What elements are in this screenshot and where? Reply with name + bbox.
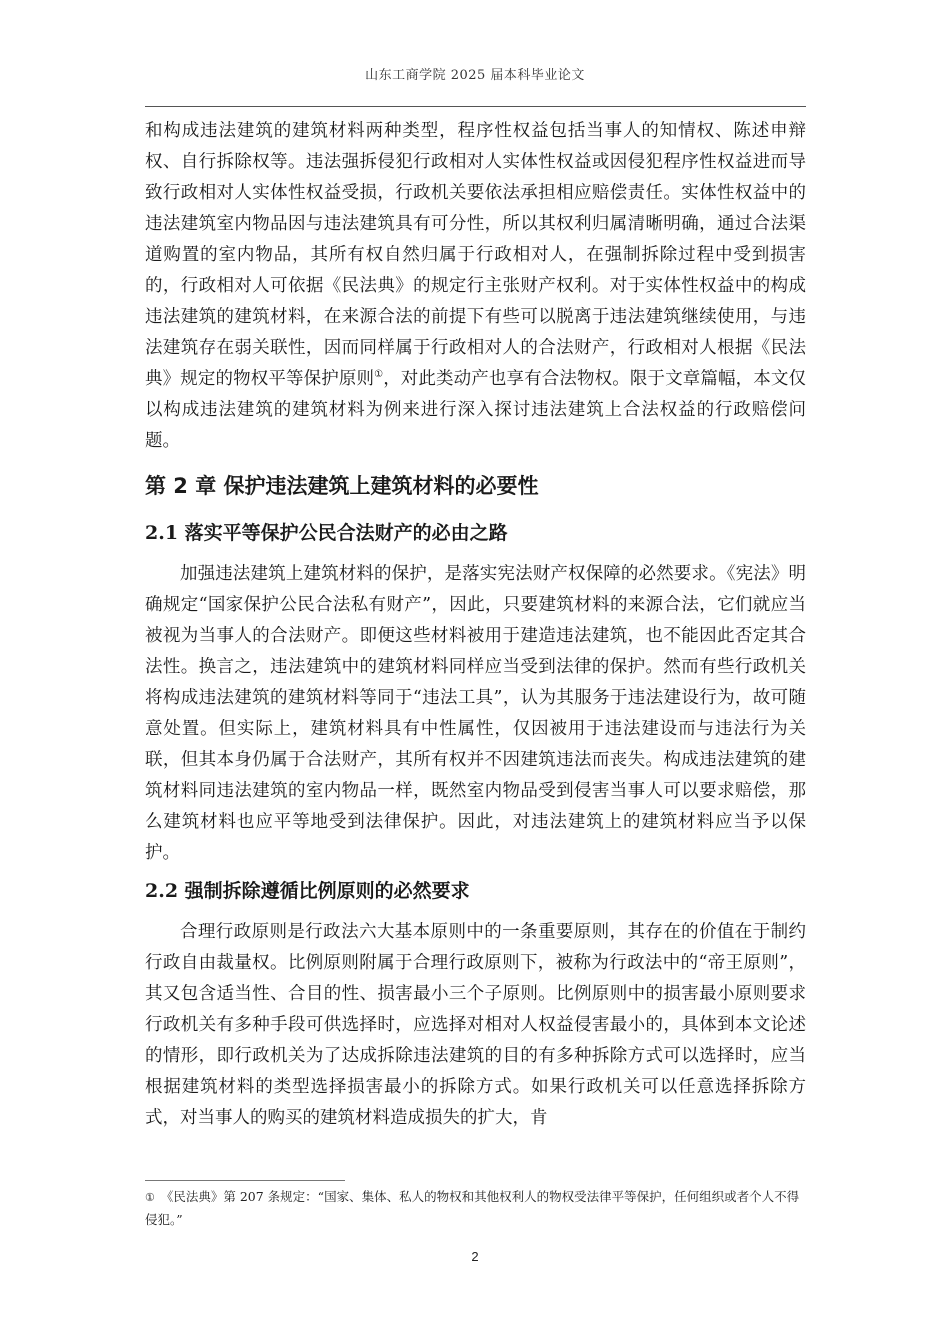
paragraph-text-tail: ，对此类动产也享有合法物权。限于文章篇幅，本文仅以构成违法建筑的建筑材料为例来进行深入探讨违法建筑上合法权益的行政赔偿问题。 — [145, 369, 807, 451]
page-number: 2 — [471, 1249, 479, 1264]
body-text — [145, 116, 806, 1134]
section-heading-2-2: 2.2 强制拆除遵循比例原则的必然要求 — [145, 880, 470, 902]
paragraph-continued — [145, 116, 806, 457]
footnote-mark: ① — [145, 1191, 155, 1204]
paragraph: 加强违法建筑上建筑材料的保护，是落实宪法财产权保障的必然要求。《宪法》明确规定“国家保护公民合法私有财产”，因此，只要建筑材料的来源合法，它们就应当被视为当事人的合法财产。即便这些材料被用于建造违法建筑，也不能因此否定其合法性。换言之，违法建筑中的建筑材料同样应当受到法律的保护。然而有些行政机关将构成违法建筑的建筑材料等同于“违法工具”，认为其服务于违法建设行为，故可随意处置。但实际上，建筑材料具有中性属性，仅因被用于违法建设而与违法行为关联，但其本身仍属于合法财产，其所有权并不因建筑违法而丧失。构成违法建筑的建筑材料同违法建筑的室内物品一样，既然室内物品受到侵害当事人可以要求赔偿，那么建筑材料也应平等地受到法律保护。因此，对违法建筑上的建筑材料应当予以保护。 — [145, 564, 806, 863]
footnote — [145, 1186, 806, 1231]
chapter-heading: 第 2 章 保护违法建筑上建筑材料的必要性 — [145, 474, 539, 498]
paragraph: 合理行政原则是行政法六大基本原则中的一条重要原则，其存在的价值在于制约行政自由裁量权。比例原则附属于合理行政原则下，被称为行政法中的“帝王原则”，其又包含适当性、合目的性、损害最小三个子原则。比例原则中的损害最小原则要求行政机关有多种手段可供选择时，应选择对相对人权益侵害最小的，具体到本文论述的情形，即行政机关为了达成拆除违法建筑的目的有多种拆除方式可以选择时，应当根据建筑材料的类型选择损害最小的拆除方式。如果行政机关可以任意选择拆除方式，对当事人的购买的建筑材料造成损失的扩大，肯 — [145, 922, 806, 1128]
footnote-text: 《民法典》第 207 条规定：“国家、集体、私人的物权和其他权利人的物权受法律平等保护，任何组织或者个人不得侵犯。” — [145, 1189, 800, 1227]
running-header: 山东工商学院 2025 届本科毕业论文 — [365, 68, 585, 83]
footnote-divider — [145, 1180, 345, 1181]
footnote-reference[interactable]: ① — [374, 369, 384, 381]
section-heading-2-1: 2.1 落实平等保护公民合法财产的必由之路 — [145, 522, 508, 544]
header-divider — [145, 106, 806, 107]
paragraph-text: 和构成违法建筑的建筑材料两种类型，程序性权益包括当事人的知情权、陈述申辩权、自行拆除权等。违法强拆侵犯行政相对人实体性权益或因侵犯程序性权益进而导致行政相对人实体性权益受损，行政机关要依法承担相应赔偿责任。实体性权益中的违法建筑室内物品因与违法建筑具有可分性，所以其权利归属清晰明确，通过合法渠道购置的室内物品，其所有权自然归属于行政相对人，在强制拆除过程中受到损害的，行政相对人可依据《民法典》的规定行主张财产权利。对于实体性权益中的构成违法建筑的建筑材料，在来源合法的前提下有些可以脱离于违法建筑继续使用，与违法建筑存在弱关联性，因而同样属于行政相对人的合法财产，行政相对人根据《民法典》规定的物权平等保护原则 — [145, 121, 806, 389]
